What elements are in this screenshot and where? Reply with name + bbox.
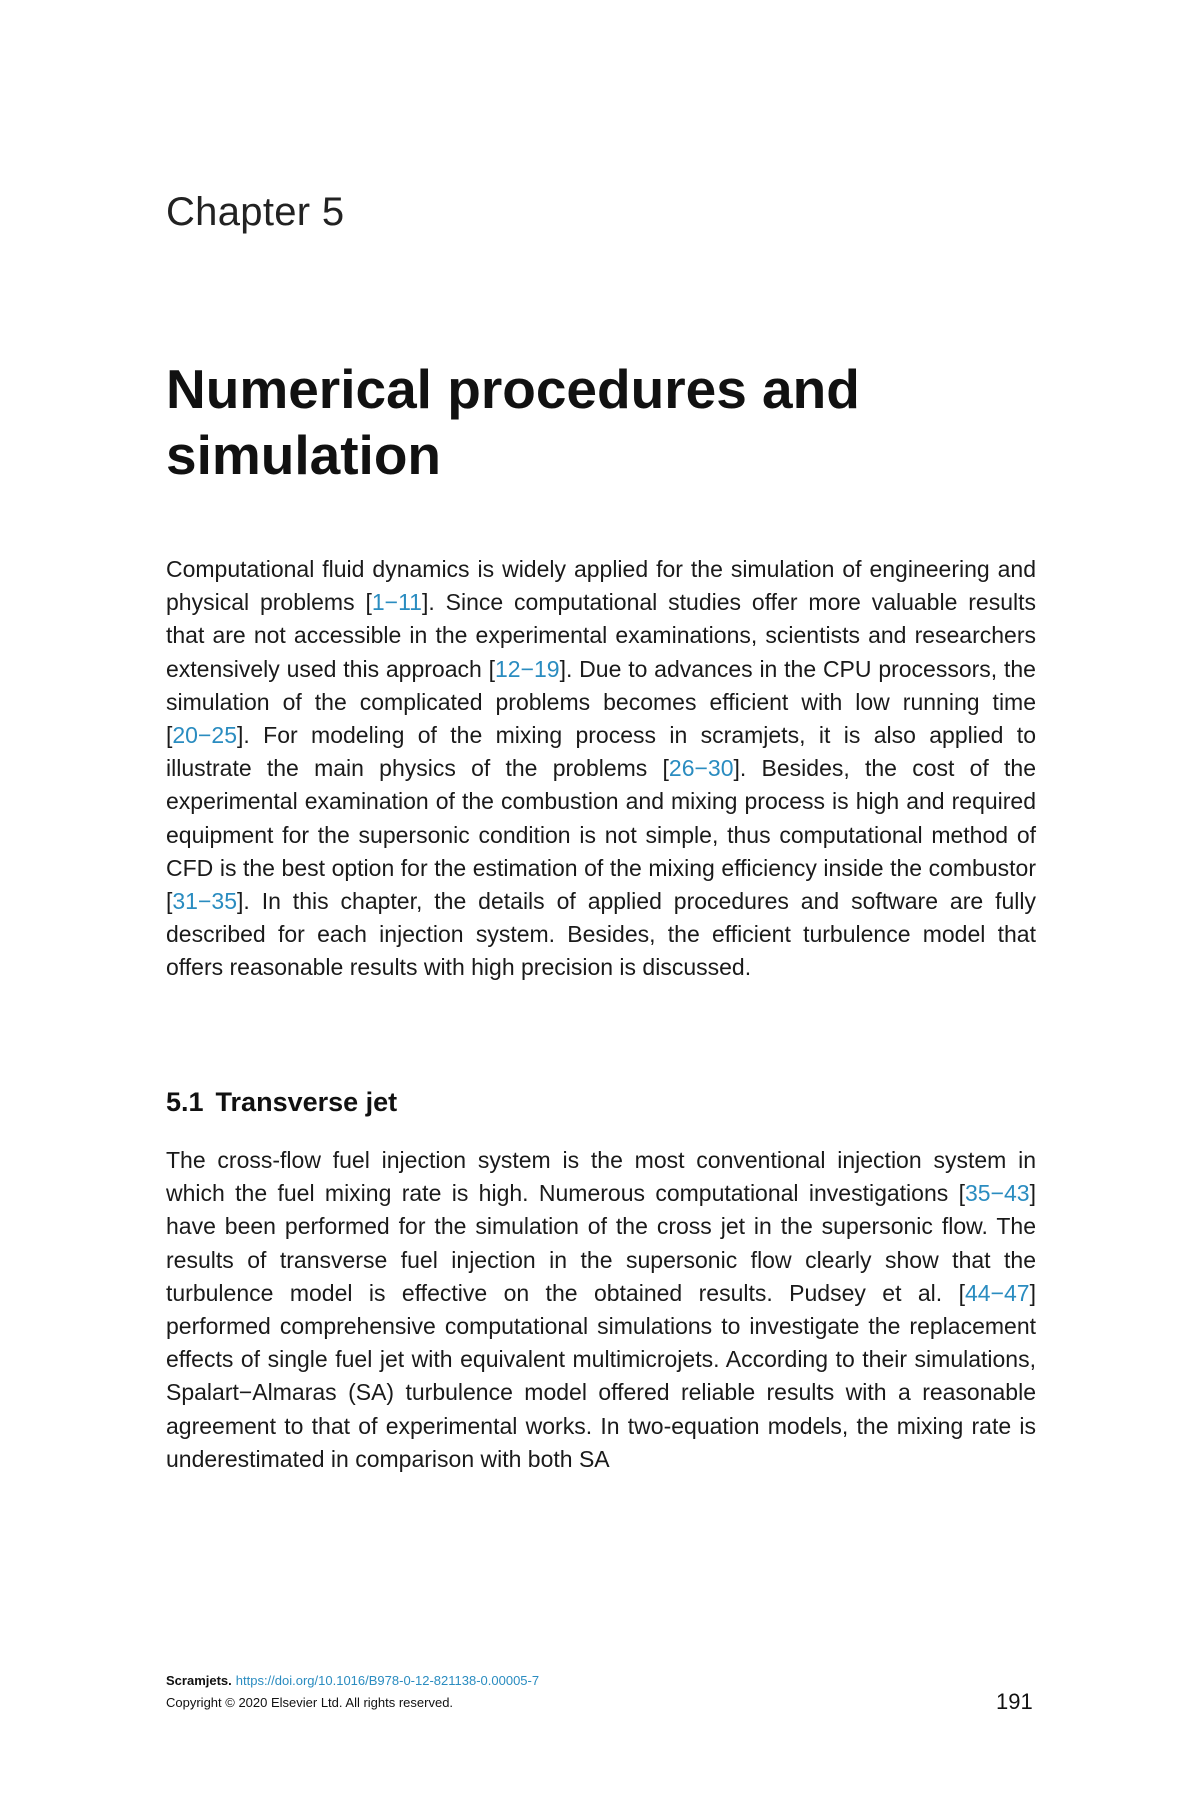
intro-text-5: ]. Besides, the cost of the experimental examination of the combustion and mixing process is high and required equipment for the supersonic condition is not simple, thus computational method of CFD is the best option for the estimation of the mixing efficiency inside the combustor [	[166, 755, 1036, 915]
section-heading	[166, 1087, 397, 1118]
section-number: 5.1	[166, 1087, 204, 1117]
citation-link[interactable]: 35−43	[965, 1180, 1030, 1207]
intro-text-4: ]. For modeling of the mixing process in scramjets, it is also applied to illustrate the main physics of the problems [	[166, 722, 1036, 782]
section-text-3: ] performed comprehensive computational simulations to investigate the replacement effects of single fuel jet with equivalent multimicrojets. According to their simulations, Spalart−Almaras (SA) turbulence model offered reliable results with a reasonable agreement to that of experimental works. In two-equation models, the mixing rate is underestimated in comparison with both SA	[166, 1279, 1036, 1472]
citation-link[interactable]: 26−30	[668, 755, 734, 782]
intro-paragraph	[166, 553, 1036, 985]
citation-link[interactable]: 1−11	[371, 589, 422, 616]
section-paragraph	[166, 1144, 1036, 1476]
chapter-title-line1: Numerical procedures and	[166, 358, 860, 420]
citation-link[interactable]: 44−47	[965, 1279, 1030, 1306]
chapter-label: Chapter 5	[166, 190, 345, 234]
chapter-title	[166, 356, 1066, 488]
section-title: Transverse jet	[215, 1087, 398, 1117]
page-number: 191	[996, 1689, 1033, 1714]
chapter-title-line2: simulation	[166, 424, 442, 486]
footer-source	[166, 1673, 539, 1688]
citation-link[interactable]: 31−35	[172, 888, 237, 915]
intro-text-6: ]. In this chapter, the details of applied procedures and software are fully described for each injection system. Besides, the efficient turbulence model that offers reasonable results with high precision is discussed.	[166, 888, 1036, 981]
citation-link[interactable]: 20−25	[172, 722, 237, 749]
section-text-2: ] have been performed for the simulation of the cross jet in the supersonic flow. The results of transverse fuel injection in the supersonic flow clearly show that the turbulence model is effective on the obtained results. Pudsey et al. [	[166, 1180, 1036, 1306]
intro-text-1: Computational fluid dynamics is widely applied for the simulation of engineering and physical problems [	[166, 556, 1036, 616]
copyright-notice: Copyright © 2020 Elsevier Ltd. All rights reserved.	[166, 1695, 454, 1710]
intro-text-3: ]. Due to advances in the CPU processors, the simulation of the complicated problems becomes efficient with low running time [	[166, 655, 1036, 749]
citation-link[interactable]: 12−19	[494, 655, 560, 682]
section-text-1: The cross-flow fuel injection system is the most conventional injection system in which the fuel mixing rate is high. Numerous computational investigations [	[166, 1147, 1036, 1207]
book-title: Scramjets.	[166, 1673, 232, 1688]
doi-link[interactable]: https://doi.org/10.1016/B978-0-12-821138-0.00005-7	[235, 1673, 540, 1688]
intro-text-2: ]. Since computational studies offer more valuable results that are not accessible in the experimental examinations, scientists and researchers extensively used this approach [	[166, 589, 1037, 682]
